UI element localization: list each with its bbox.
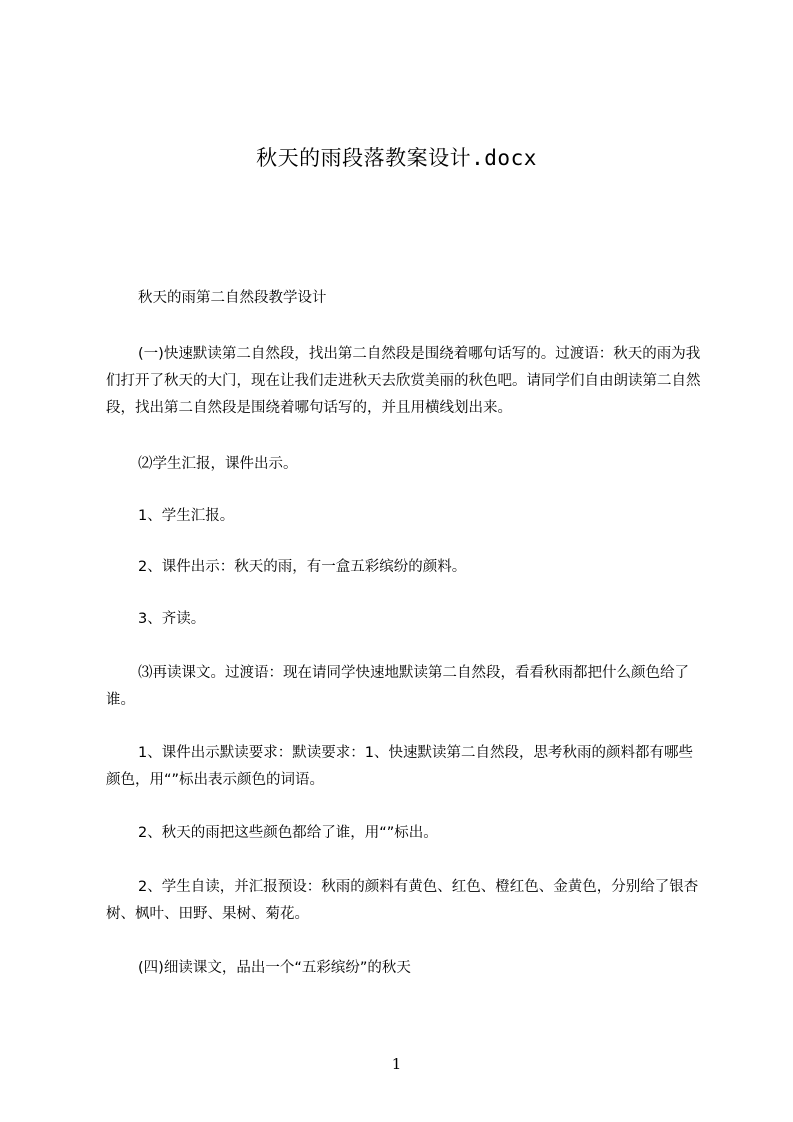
paragraph: 2、秋天的雨把这些颜色都给了谁，用“”标出。 <box>138 825 438 841</box>
paragraph: 1、学生汇报。 <box>138 508 235 524</box>
paragraph: 2、课件出示：秋天的雨，有一盒五彩缤纷的颜料。 <box>138 559 467 575</box>
document-title: 秋天的雨段落教案设计.docx <box>256 146 537 170</box>
paragraph: 2、学生自读，并汇报预设：秋雨的颜料有黄色、红色、橙红色、金黄色，分别给了银杏树、枫叶、田野、果树、菊花。 <box>106 879 699 922</box>
paragraph: ⑵学生汇报，课件出示。 <box>138 456 298 472</box>
page-number: 1 <box>391 1055 402 1073</box>
paragraph: ⑶再读课文。过渡语：现在请同学快速地默读第二自然段，看看秋雨都把什么颜色给了谁。 <box>106 665 689 708</box>
paragraph: (四)细读课文，品出一个“五彩缤纷”的秋天 <box>138 960 411 976</box>
section-heading: 秋天的雨第二自然段教学设计 <box>138 290 327 306</box>
paragraph: (一)快速默读第二自然段，找出第二自然段是围绕着哪句话写的。过渡语：秋天的雨为我们打开了秋天的大门，现在让我们走进秋天去欣赏美丽的秋色吧。请同学们自由朗读第二自然段，找出第二自然段是围绕着哪句话写的，并且用横线划出来。 <box>106 346 701 416</box>
paragraph: 3、齐读。 <box>138 611 206 627</box>
paragraph: 1、课件出示默读要求：默读要求：1、快速默读第二自然段，思考秋雨的颜料都有哪些颜色，用“”标出表示颜色的词语。 <box>106 745 693 788</box>
